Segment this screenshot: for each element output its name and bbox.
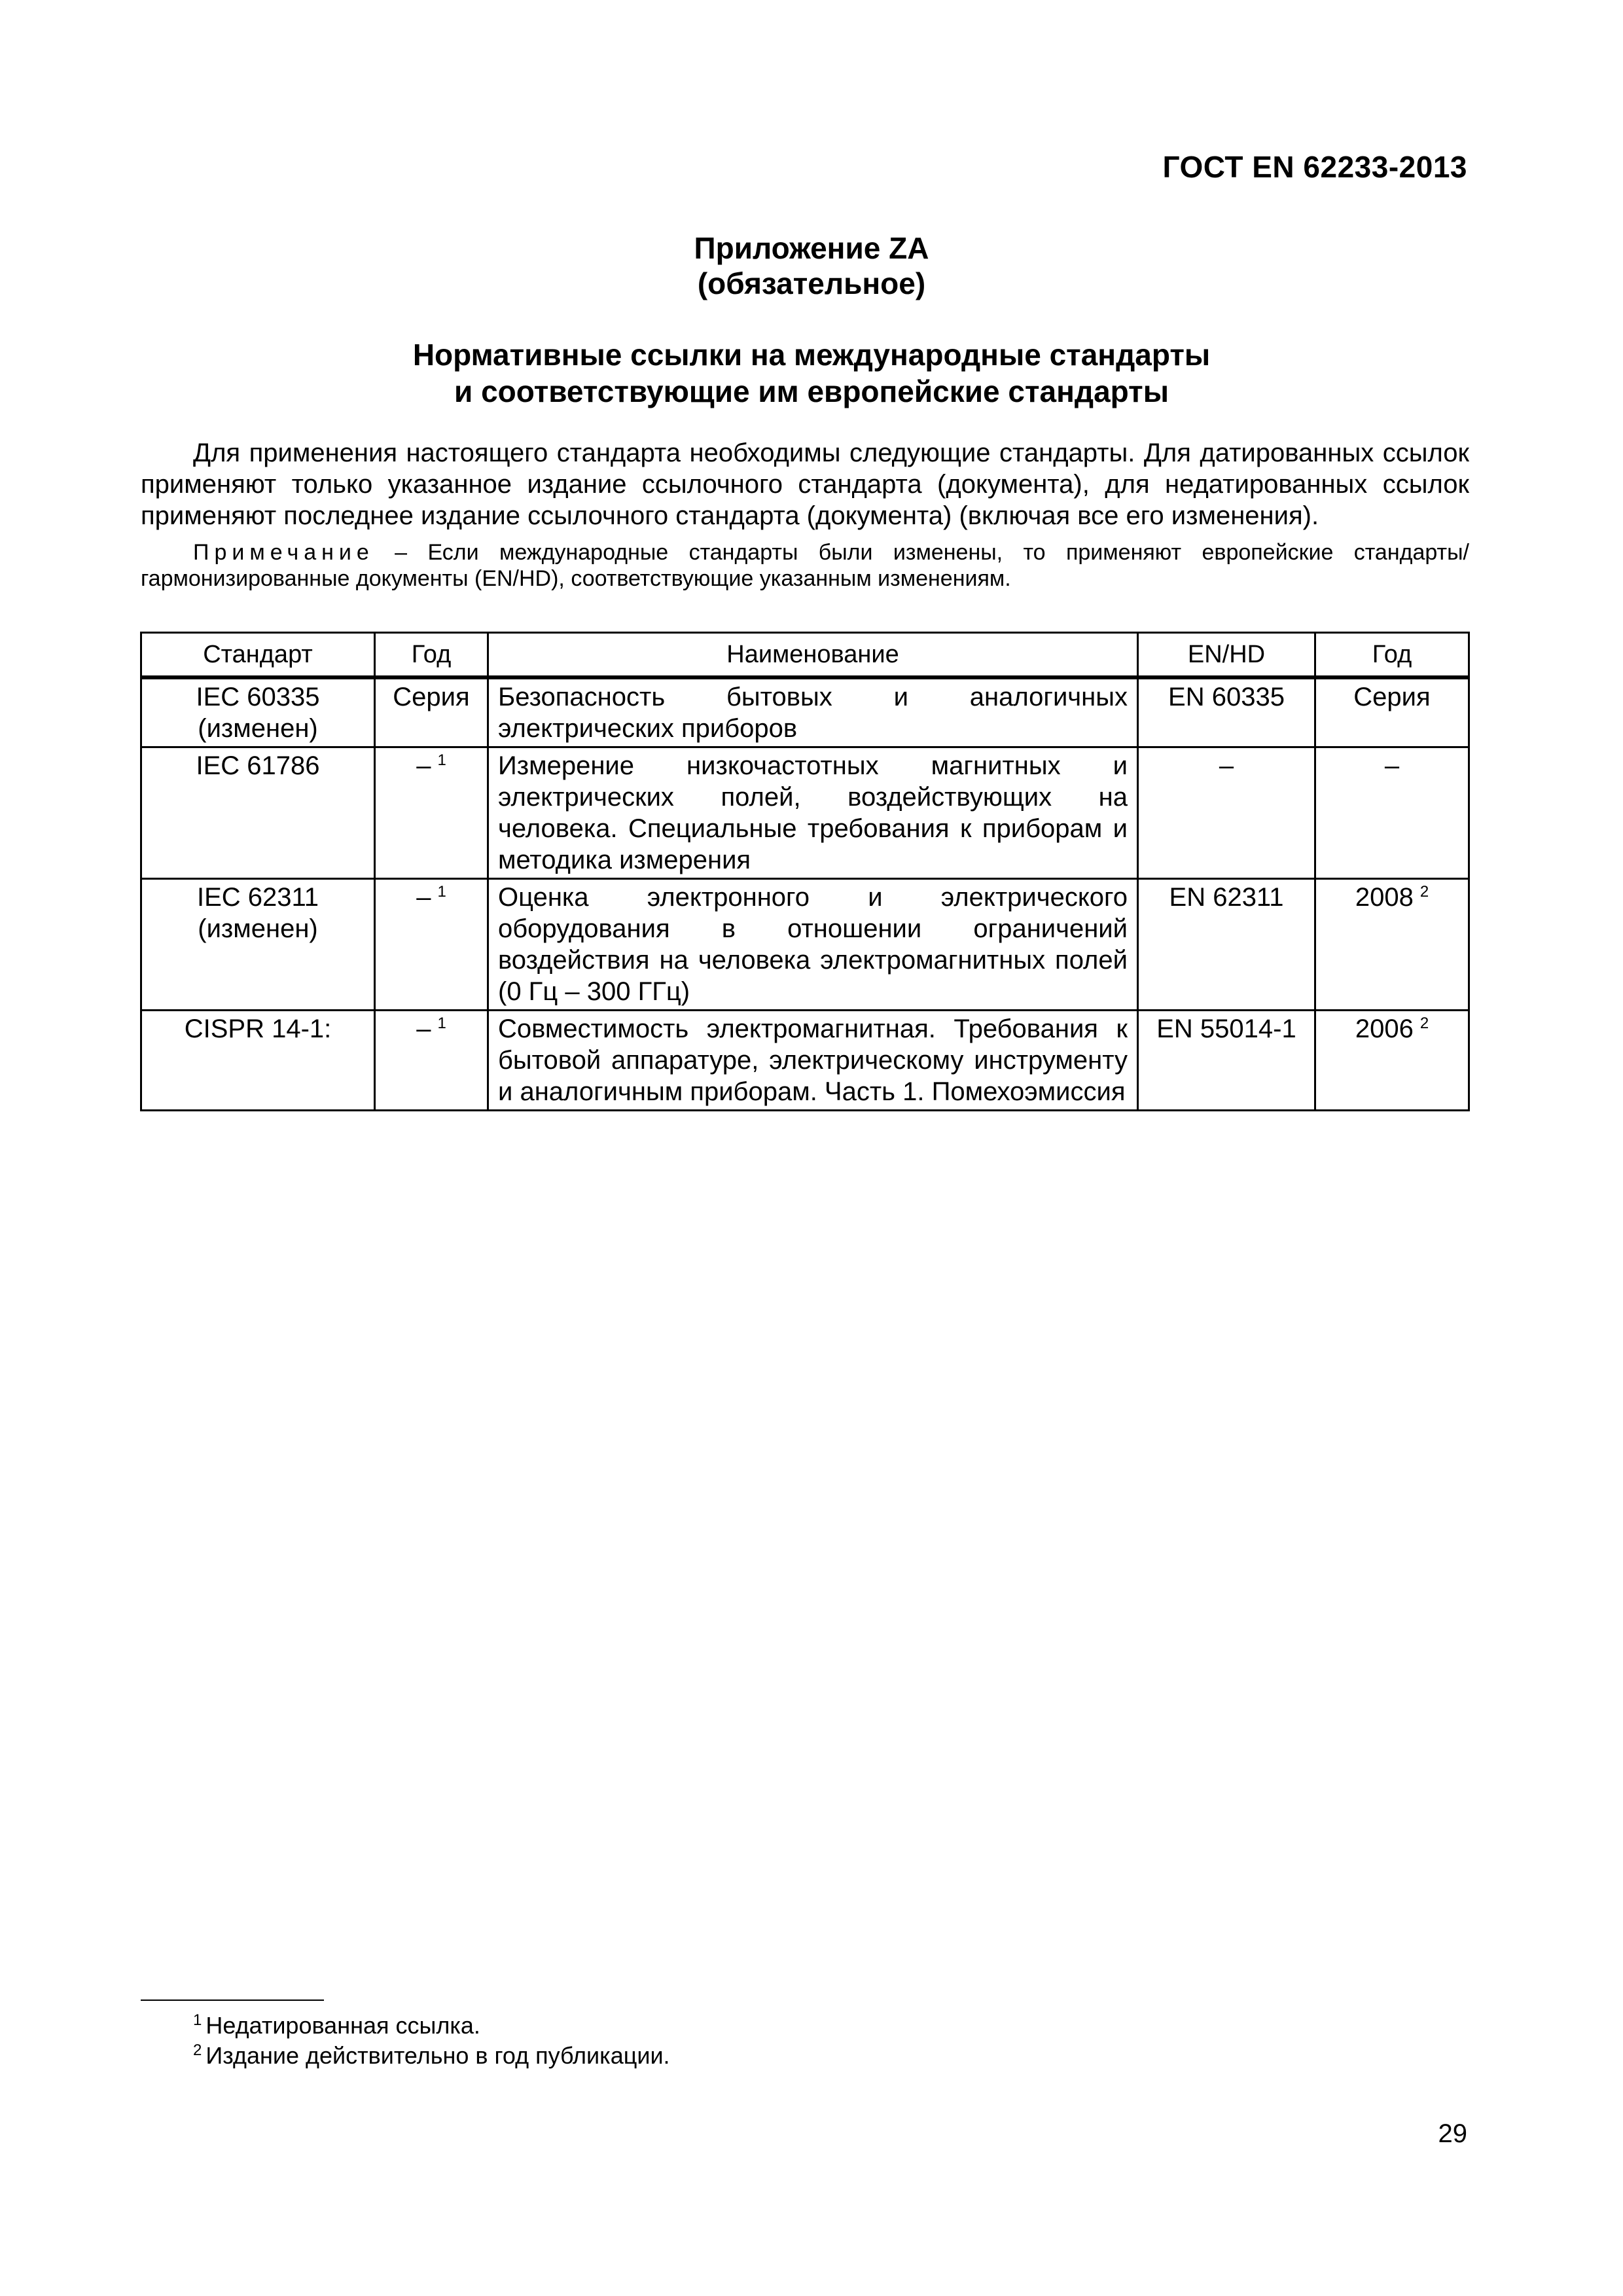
section-title-line1: Нормативные ссылки на международные стандарты	[412, 338, 1211, 372]
header-name: Наименование	[488, 633, 1138, 678]
references-table	[140, 632, 1470, 1111]
footnotes	[193, 2011, 670, 2071]
cell-en-year: 2006 $^2$	[1315, 1011, 1469, 1111]
footnote-ref: 2	[1419, 1014, 1429, 1032]
note-label: Примечание	[193, 540, 374, 565]
header-year: Год	[375, 633, 488, 678]
table-header-row	[141, 633, 1469, 678]
table-row	[141, 747, 1469, 879]
footnote-ref: 1	[437, 882, 446, 901]
footnote-divider	[141, 2000, 324, 2001]
footnote: $^2$ Издание действительно в год публикации.	[193, 2041, 670, 2069]
cell-en-year: 2008 $^2$	[1315, 879, 1469, 1011]
section-heading	[0, 336, 1623, 410]
footnote-ref: 1	[437, 1014, 446, 1032]
cell-standard: IEC 60335 (изменен)	[141, 677, 375, 747]
cell-en-year: Серия	[1315, 677, 1469, 747]
cell-name: Безопасность бытовых и аналогичных электрических приборов	[488, 677, 1138, 747]
cell-year: – $^1$	[375, 1011, 488, 1111]
cell-en-hd: –	[1138, 747, 1315, 879]
cell-year: – $^1$	[375, 879, 488, 1011]
cell-year: Серия	[375, 677, 488, 747]
page-number: 29	[1438, 2119, 1467, 2148]
header-en-hd: EN/HD	[1138, 633, 1315, 678]
intro-paragraph: Для применения настоящего стандарта необходимы следующие стандарты. Для датированных ссылок применяют только указанное издание ссылочного стандарта (документа), для недатированных ссылок применяют последнее издание ссылочного стандарта (документа) (включая все его изменения).	[141, 439, 1469, 530]
footnote: $^1$ Недатированная ссылка.	[193, 2011, 480, 2039]
footnote-ref: 2	[1419, 882, 1429, 901]
cell-year: – $^1$	[375, 747, 488, 879]
cell-name: Измерение низкочастотных магнитных и электрических полей, воздействующих на человека. Специальные требования к приборам и методика измерения	[488, 747, 1138, 879]
cell-en-hd: EN 55014-1	[1138, 1011, 1315, 1111]
cell-standard: CISPR 14-1:	[141, 1011, 375, 1111]
header-en-year: Год	[1315, 633, 1469, 678]
cell-en-hd: EN 62311	[1138, 879, 1315, 1011]
cell-standard: IEC 62311 (изменен)	[141, 879, 375, 1011]
header-standard: Стандарт	[141, 633, 375, 678]
cell-en-hd: EN 60335	[1138, 677, 1315, 747]
document-code: ГОСТ EN 62233-2013	[1162, 150, 1467, 184]
cell-standard: IEC 61786	[141, 747, 375, 879]
cell-name: Оценка электронного и электрического оборудования в отношении ограничений воздействия на человека электромагнитных полей (0 Гц – 300 ГГц)	[488, 879, 1138, 1011]
table-row	[141, 1011, 1469, 1111]
table-row	[141, 879, 1469, 1011]
cell-en-year: –	[1315, 747, 1469, 879]
annex-title: Приложение ZA	[694, 231, 929, 265]
note-paragraph	[141, 539, 1469, 592]
cell-name: Совместимость электромагнитная. Требования к бытовой аппаратуре, электрическому инструменту и аналогичным приборам. Часть 1. Помехоэмиссия	[488, 1011, 1138, 1111]
footnote-ref: 1	[437, 751, 446, 769]
table-row	[141, 677, 1469, 747]
note-text: – Если международные стандарты были изменены, то применяют европейские стандарты/ гармонизированные документы (EN/HD), соответствующие указанным изменениям.	[141, 540, 1469, 591]
section-title-line2: и соответствующие им европейские стандарты	[454, 374, 1169, 408]
annex-status: (обязательное)	[697, 266, 926, 300]
annex-heading	[0, 230, 1623, 301]
